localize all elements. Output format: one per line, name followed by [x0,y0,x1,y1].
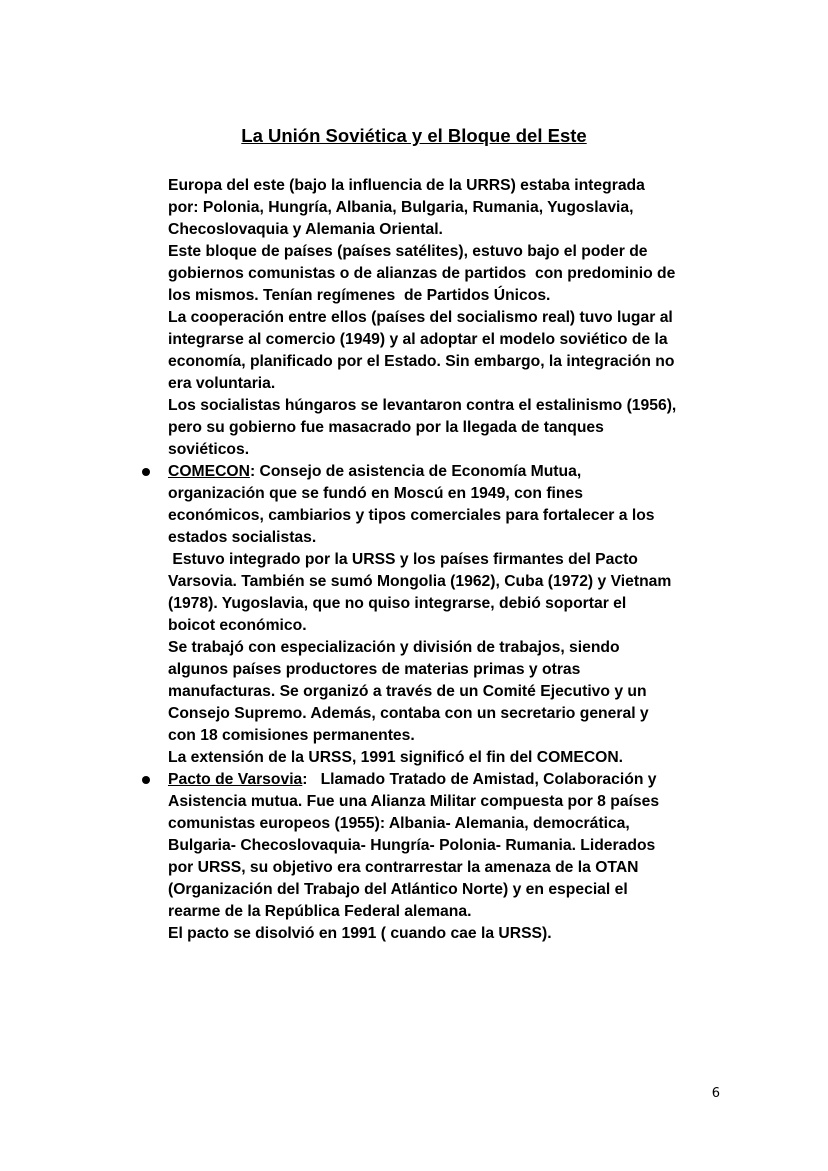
text-line: Estuvo integrado por la URSS y los países firmantes del Pacto [168,551,638,568]
page-title: La Unión Soviética y el Bloque del Este [241,125,587,146]
text-line [168,461,728,483]
intro-paragraph-cooperation [168,307,728,395]
text-line: por: Polonia, Hungría, Albania, Bulgaria, Rumania, Yugoslavia, [168,199,634,216]
list-item-comecon [168,461,728,769]
text-line: soviéticos. [168,441,250,458]
text-line: Consejo Supremo. Además, contaba con un secretario general y [168,705,649,722]
text-line: los mismos. Tenían regímenes de Partidos Únicos. [168,287,551,304]
varsovia-paragraph-dissolution [168,923,728,945]
text-line: Bulgaria- Checoslovaquia- Hungría- Polonia- Rumania. Liderados [168,837,656,854]
text-line: manufacturas. Se organizó a través de un Comité Ejecutivo y un [168,683,647,700]
comecon-paragraph-end [168,747,728,769]
text-line: La cooperación entre ellos (países del socialismo real) tuvo lugar al [168,309,673,326]
text-line: estados socialistas. [168,529,317,546]
intro-paragraph-satellites [168,241,728,307]
text-line [168,769,728,791]
bullet-icon [142,468,150,476]
varsovia-term: Pacto de Varsovia [168,771,303,788]
comecon-paragraph-members [168,549,728,637]
text-line: por URSS, su objetivo era contrarrestar la amenaza de la OTAN [168,859,639,876]
varsovia-definition-start: : Llamado Tratado de Amistad, Colaboración y [302,771,657,788]
comecon-definition-start: : Consejo de asistencia de Economía Mutua, [249,463,582,480]
text-line: integrarse al comercio (1949) y al adoptar el modelo soviético de la [168,331,668,348]
text-line: Los socialistas húngaros se levantaron contra el estalinismo (1956), [168,397,677,414]
comecon-paragraph-organization [168,637,728,747]
text-line: pero su gobierno fue masacrado por la llegada de tanques [168,419,604,436]
text-line: economía, planificado por el Estado. Sin embargo, la integración no [168,353,675,370]
text-line: comunistas europeos (1955): Albania- Alemania, democrática, [168,815,630,832]
text-line: gobiernos comunistas o de alianzas de partidos con predominio de [168,265,676,282]
text-line: era voluntaria. [168,375,276,392]
text-line: Este bloque de países (países satélites), estuvo bajo el poder de [168,243,648,260]
text-line: rearme de la República Federal alemana. [168,903,472,920]
intro-paragraph-hungary [168,395,728,461]
comecon-paragraph-definition [168,461,728,549]
text-line: económicos, cambiarios y tipos comerciales para fortalecer a los [168,507,655,524]
page-number: 6 [711,1086,720,1101]
text-line: Europa del este (bajo la influencia de la URRS) estaba integrada [168,177,645,194]
text-line: Asistencia mutua. Fue una Alianza Militar compuesta por 8 países [168,793,660,810]
text-line: algunos países productores de materias primas y otras [168,661,581,678]
list-item-pacto-varsovia [168,769,728,945]
varsovia-paragraph-definition [168,769,728,923]
intro-paragraph-composition [168,175,728,241]
bullet-icon [142,776,150,784]
text-line: (1978). Yugoslavia, que no quiso integrarse, debió soportar el [168,595,627,612]
text-line: La extensión de la URSS, 1991 significó el fin del COMECON. [168,749,624,766]
text-line: Se trabajó con especialización y división de trabajos, siendo [168,639,620,656]
text-line: Varsovia. También se sumó Mongolia (1962), Cuba (1972) y Vietnam [168,573,672,590]
document-body [168,175,728,945]
text-line: El pacto se disolvió en 1991 ( cuando cae la URSS). [168,925,552,942]
text-line: Checoslovaquia y Alemania Oriental. [168,221,443,238]
text-line: con 18 comisiones permanentes. [168,727,415,744]
text-line: organización que se fundó en Moscú en 1949, con fines [168,485,583,502]
comecon-term: COMECON [168,463,250,480]
text-line: boicot económico. [168,617,307,634]
text-line: (Organización del Trabajo del Atlántico Norte) y en especial el [168,881,628,898]
